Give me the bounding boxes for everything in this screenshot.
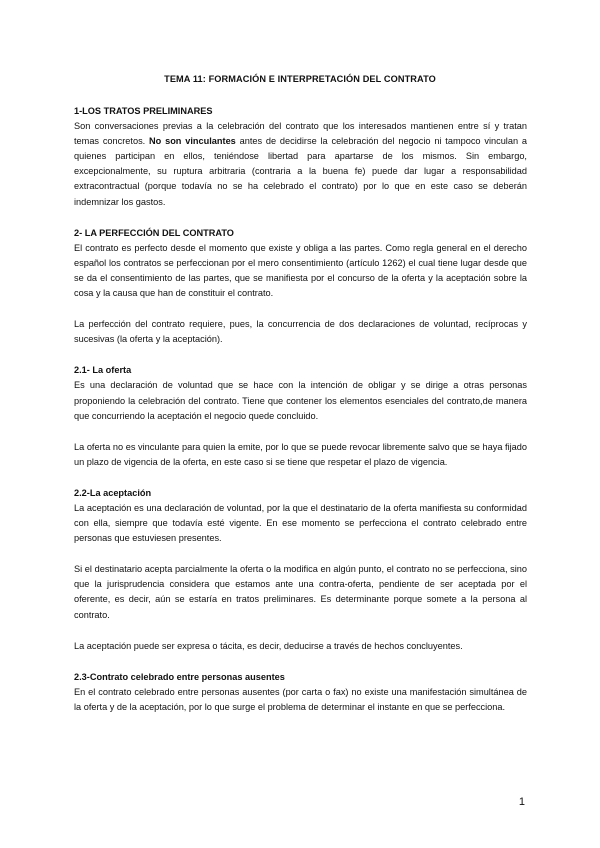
paragraph-oferta-1: Es una declaración de voluntad que se hace con la intención de obligar y se dirige a otras personas proponiendo la celebración del contrato. Tiene que contener los elementos esenciales del contrato,de manera que concurriendo la aceptación el negocio quede concluido. <box>74 380 527 421</box>
text-run: Son conversaciones previas a la celebración del contrato que los interesados mantienen entre sí y tratan temas concretos. <box>74 121 527 147</box>
section-heading-aceptacion: 2.2-La aceptación <box>74 487 152 498</box>
paragraph-aceptacion-1: La aceptación es una declaración de voluntad, por la que el destinatario de la oferta manifiesta su conformidad con ella, siempre que todavía esté vigente. En ese momento se perfecciona el contrato celebrado entre personas que estuviesen presentes. <box>74 502 527 544</box>
page-number: 1 <box>518 796 525 808</box>
paragraph-perfeccion-2: La perfección del contrato requiere, pues, la concurrencia de dos declaraciones de voluntad, recíprocas y sucesivas (la oferta y la aceptación). <box>74 319 527 345</box>
section-heading-oferta: 2.1- La oferta <box>74 365 132 376</box>
paragraph-perfeccion-1: El contrato es perfecto desde el momento que existe y obliga a las partes. Como regla general en el derecho español los contratos se perfeccionan por el mero consentimiento (artículo 1262) el cual tiene lugar desde que se da el consentimiento de las partes, que se manifiesta por el concurso de la oferta y la aceptación sobre la cosa y la causa que han de constituir el contrato. <box>74 242 527 299</box>
section-heading-perfeccion: 2- LA PERFECCIÓN DEL CONTRATO <box>74 227 234 238</box>
text-run: antes de decidirse la celebración del negocio ni tampoco vinculan a quienes participan en ellos, teniéndose libertad para apartarse de los mismos. Sin embargo, excepcionalmente, su ruptura arbitraria (contraria a la buena fe) puede dar lugar a responsabilidad extracontractual (porque todavía no se ha celebrado el contrato) por lo que en este caso se deberán indemnizar los gastos. <box>74 136 527 207</box>
paragraph-aceptacion-3: La aceptación puede ser expresa o tácita, es decir, deducirse a través de hechos concluyentes. <box>74 640 463 651</box>
section-heading-tratos: 1-LOS TRATOS PRELIMINARES <box>74 106 213 116</box>
paragraph-oferta-2: La oferta no es vinculante para quien la emite, por lo que se puede revocar libremente salvo que se haya fijado un plazo de vigencia de la oferta, en este caso si se tiene que respetar el plazo de vigencia. <box>74 441 527 467</box>
emphasis-no-vinculantes: No son vinculantes <box>149 136 236 147</box>
paragraph-tratos <box>74 119 527 210</box>
document-body <box>74 104 527 715</box>
section-heading-ausentes: 2.3-Contrato celebrado entre personas ausentes <box>74 671 285 682</box>
document-title: TEMA 11: FORMACIÓN E INTERPRETACIÓN DEL CONTRATO <box>164 74 436 84</box>
paragraph-ausentes: En el contrato celebrado entre personas ausentes (por carta o fax) no existe una manifestación simultánea de la oferta y de la aceptación, por lo que surge el problema de determinar el instante en que se perfecciona. <box>74 686 527 712</box>
paragraph-aceptacion-2: Si el destinatario acepta parcialmente la oferta o la modifica en algún punto, el contrato no se perfecciona, sino que la jurisprudencia considera que estamos ante una contra-oferta, pendiente de ser aceptada por el oferente, es decir, aún se estaría en tratos preliminares. Es determinante porque somete a la persona al contrato. <box>74 564 527 620</box>
